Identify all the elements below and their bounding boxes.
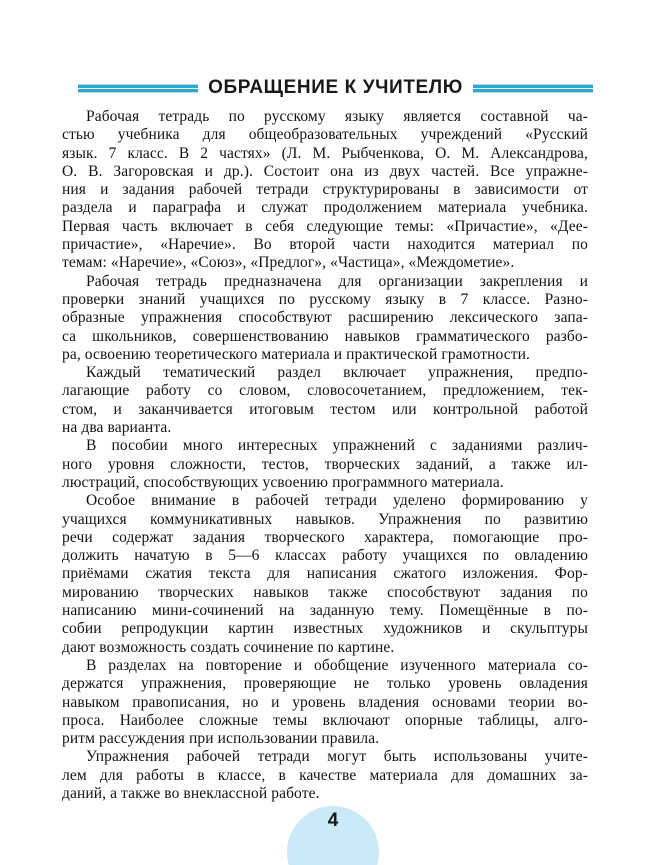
text-line: образные упражнения способствуют расширению лексического запа- [62, 309, 588, 327]
text-line: люстраций, способствующих усвоению программного материала. [62, 473, 504, 491]
text-line: темам: «Наречие», «Союз», «Предлог», «Частица», «Междометие». [62, 254, 515, 272]
text-line: Рабочая тетрадь предназначена для организации закрепления и [86, 272, 588, 290]
text-line: дают возможность создать сочинение по картине. [62, 638, 395, 656]
text-line: раздела и параграфа и служат продолжением материала учебника. [62, 199, 588, 217]
text-line: причастие», «Наречие». Во второй части находится материал по [62, 236, 588, 254]
paragraph [62, 364, 588, 437]
paragraph [62, 748, 588, 803]
text-line: са школьников, совершенствованию навыков грамматического разбо- [62, 327, 588, 345]
body-paragraphs [62, 108, 588, 803]
paragraph [62, 108, 588, 273]
text-line: проса. Наиболее сложные темы включают опорные таблицы, алго- [62, 711, 588, 729]
text-line: навыком правописания, но и уровень владения основами теории во- [62, 693, 588, 711]
text-line: на два варианта. [62, 419, 172, 437]
chapter-header [78, 77, 593, 99]
text-line: ритм рассуждения при использовании правила. [62, 730, 380, 748]
text-line: О. В. Загоровская и др.). Состоит она из двух частей. Все упражне- [62, 162, 588, 180]
text-line: Особое внимание в рабочей тетради уделено формированию у [86, 492, 588, 510]
text-line: учащихся коммуникативных навыков. Упражнения по развитию [62, 510, 588, 528]
page-number: 4 [327, 810, 339, 831]
header-rule-left [78, 84, 198, 93]
text-line: должить начатую в 5—6 классах работу учащихся по овладению [62, 547, 588, 565]
text-line: ния и задания рабочей тетради структурированы в зависимости от [62, 181, 588, 199]
text-line: держатся упражнения, проверяющие не только уровень овладения [62, 675, 588, 693]
text-line: лем для работы в классе, в качестве материала для домашних за- [62, 766, 588, 784]
text-line: ра, освоению теоретического материала и практической грамотности. [62, 345, 530, 363]
text-line: написанию мини-сочинений на заданную тему. Помещённые в по- [62, 602, 588, 620]
text-line: стью учебника для общеобразовательных учреждений «Русский [62, 126, 588, 144]
text-line: В разделах на повторение и обобщение изученного материала со- [86, 656, 588, 674]
page-number-badge [287, 806, 379, 865]
text-line: проверки знаний учащихся по русскому языку в 7 классе. Разно- [62, 290, 588, 308]
text-line: собии репродукции картин известных художников и скульптуры [62, 620, 588, 638]
text-line: язык. 7 класс. В 2 частях» (Л. М. Рыбченкова, О. М. Александрова, [62, 144, 588, 162]
text-line: Первая часть включает в себя следующие темы: «Причастие», «Дее- [62, 217, 588, 235]
header-rule-right [473, 84, 593, 93]
paragraph [62, 492, 588, 657]
text-line: даний, а также во внеклассной работе. [62, 784, 320, 802]
text-line: Рабочая тетрадь по русскому языку является составной ча- [86, 108, 588, 125]
paragraph [62, 657, 588, 748]
text-line: приёмами сжатия текста для написания сжатого изложения. Фор- [62, 565, 588, 583]
text-line: В пособии много интересных упражнений с заданиями различ- [86, 437, 588, 455]
text-line: ного уровня сложности, тестов, творческих заданий, а также ил- [62, 455, 588, 473]
text-line: стом, и заканчивается итоговым тестом или контрольной работой [62, 400, 588, 418]
text-line: мированию творческих навыков также способствуют задания по [62, 583, 588, 601]
text-line: Каждый тематический раздел включает упражнения, предпо- [86, 364, 588, 382]
page-title: ОБРАЩЕНИЕ К УЧИТЕЛЮ [208, 77, 463, 98]
text-line: речи содержат задания творческого характера, помогающие про- [62, 528, 588, 546]
text-line: лагающие работу со словом, словосочетанием, предложением, тек- [62, 382, 588, 400]
paragraph [62, 273, 588, 364]
paragraph [62, 437, 588, 492]
text-line: Упражнения рабочей тетради могут быть использованы учите- [86, 748, 588, 766]
